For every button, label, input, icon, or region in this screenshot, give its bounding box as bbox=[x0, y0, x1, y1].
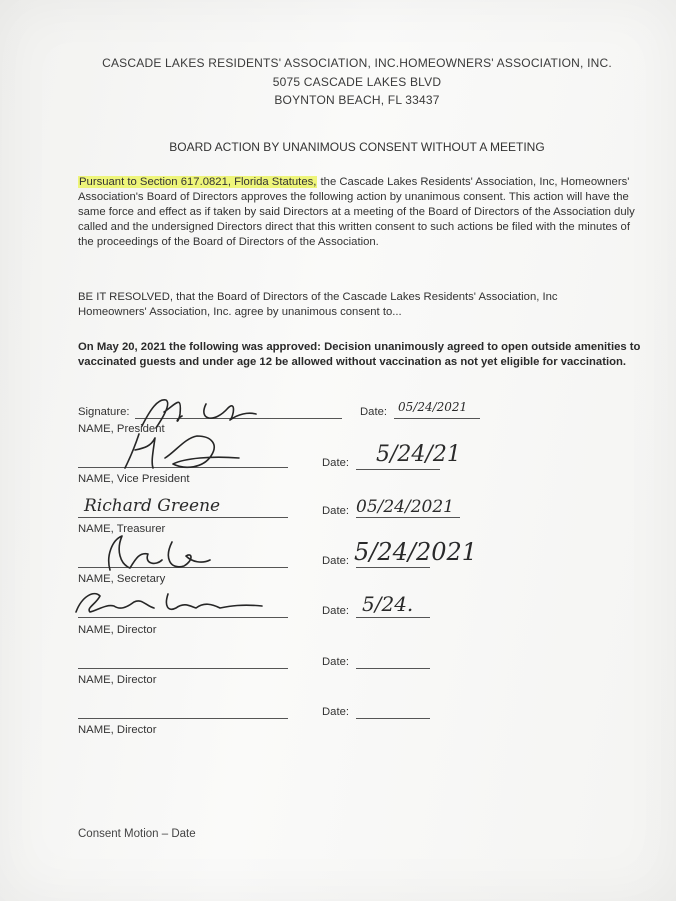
role-director-2: NAME, Director bbox=[78, 674, 157, 686]
signature-director-1 bbox=[72, 586, 272, 620]
date-label: Date: bbox=[322, 555, 350, 567]
role-vice-president: NAME, Vice President bbox=[78, 473, 190, 485]
signature-line-treasurer bbox=[78, 517, 288, 518]
signature-line-director-3 bbox=[78, 718, 288, 719]
date-line-vice-president bbox=[356, 469, 440, 470]
role-secretary: NAME, Secretary bbox=[78, 573, 166, 585]
handwritten-date-treasurer: 05/24/2021 bbox=[356, 497, 454, 517]
signature-line-director-2 bbox=[78, 668, 288, 669]
role-treasurer: NAME, Treasurer bbox=[78, 523, 166, 535]
date-label: Date: bbox=[360, 406, 388, 418]
resolved-paragraph: BE IT RESOLVED, that the Board of Directors of the Cascade Lakes Residents' Association, Inc Homeowners' Association, Inc. agree by unanimous consent to... bbox=[78, 291, 558, 318]
handwritten-date-vice-president: 5/24/21 bbox=[376, 442, 461, 467]
signature-treasurer: Richard Greene bbox=[84, 496, 221, 516]
role-director-3: NAME, Director bbox=[78, 724, 157, 736]
date-line-director-1 bbox=[356, 617, 430, 618]
statute-highlight: Pursuant to Section 617.0821, Florida Statutes, bbox=[79, 176, 317, 188]
date-line-president bbox=[394, 418, 480, 419]
date-line-secretary bbox=[356, 567, 430, 568]
intro-text: the Cascade Lakes Residents' Association, Inc, Homeowners' Association's Board of Directors approves the following action by unanimous consent. This action will have the same force and effect as if taken by said Directors at a meeting of the Board of Directors of the Association duly called and the undersigned Directors direct that this written consent to such actions be filed with the minutes of the proceedings of the Board of Directors of the Association. bbox=[78, 176, 635, 248]
date-label: Date: bbox=[322, 605, 350, 617]
date-line-treasurer bbox=[356, 517, 460, 518]
handwritten-date-president: 05/24/2021 bbox=[398, 400, 468, 414]
role-director-1: NAME, Director bbox=[78, 624, 157, 636]
org-address: 5075 CASCADE LAKES BLVD bbox=[272, 75, 442, 89]
role-president: NAME, President bbox=[78, 423, 165, 435]
date-line-director-3 bbox=[356, 718, 430, 719]
date-label: Date: bbox=[322, 505, 350, 517]
date-label: Date: bbox=[322, 457, 350, 469]
footer-note: Consent Motion – Date bbox=[78, 828, 196, 840]
approval-paragraph: On May 20, 2021 the following was approved: Decision unanimously agreed to open outside amenities to vaccinated guests and under age 12 be allowed without vaccination as not yet eligible for vaccination. bbox=[78, 341, 641, 368]
date-label: Date: bbox=[322, 656, 350, 668]
document-title: BOARD ACTION BY UNANIMOUS CONSENT WITHOUT A MEETING bbox=[169, 140, 545, 154]
intro-paragraph bbox=[78, 175, 638, 250]
org-name: CASCADE LAKES RESIDENTS' ASSOCIATION, INC.HOMEOWNERS' ASSOCIATION, INC. bbox=[102, 56, 612, 70]
handwritten-date-secretary: 5/24/2021 bbox=[354, 538, 478, 566]
signature-vice-president bbox=[115, 428, 245, 476]
org-city: BOYNTON BEACH, FL 33437 bbox=[274, 93, 440, 107]
date-line-director-2 bbox=[356, 668, 430, 669]
date-label: Date: bbox=[322, 706, 350, 718]
signature-label: Signature: bbox=[78, 406, 130, 418]
handwritten-date-director-1: 5/24. bbox=[362, 592, 414, 616]
